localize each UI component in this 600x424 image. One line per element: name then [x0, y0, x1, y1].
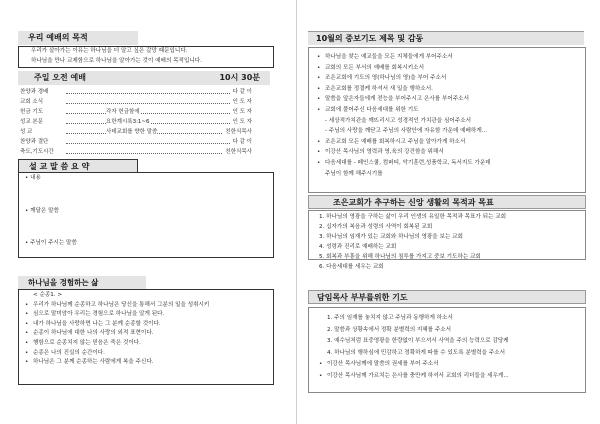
worship-row: [20, 107, 272, 117]
list-item: • 다음세대를 - 페인스쿨, 컴퍼티, 악기훈련,성품학교, 독서지도 가운데: [317, 158, 585, 169]
list-item: • 교회의 모든 부서의 예배를 회복시키소서: [317, 63, 585, 74]
worship-row: [20, 87, 272, 97]
list-item: • 교회에 풀어주신 다음세대를 위한 기도: [317, 105, 585, 116]
list-item: • 순종은 나의 진실의 순간이다.: [25, 349, 273, 359]
worship-row: [20, 97, 272, 107]
experience-sub: < 순종1. >: [33, 292, 63, 298]
prayer-box: [308, 47, 586, 193]
list-item: • 순종이 하나님에 대한 나의 사랑의 외적 표현이다.: [25, 329, 273, 339]
worship-title: 주일 오전 예배: [34, 73, 86, 82]
worship-item-detail: 각자 헌금함에: [106, 109, 140, 115]
list-item: • 조은교회 모든 예배를 회복하시고 주님을 알아가게 하소서: [317, 137, 585, 148]
worship-item-label: 축도,기도시간: [20, 149, 54, 155]
experience-box: [18, 289, 274, 385]
worship-item-label: 찬양과 결단: [20, 139, 49, 145]
list-item: - 주님의 사랑을 깨닫고 주님의 사람안에 자유함 가운데 예배하게...: [325, 128, 488, 135]
worship-item-detail: 사데교회를 향한 말씀: [106, 129, 158, 135]
column-divider: [296, 0, 297, 424]
pastor-box: [308, 307, 586, 393]
leader-dots: [66, 87, 246, 94]
list-item: • 이강산 목사님의 영력과 영,육의 강건함을 위해서: [317, 147, 585, 158]
leader-dots: [66, 147, 246, 154]
list-item: 3. 예수님처럼 표중영광을 한량없이 부으셔서 사역을 주의 능력으로 감당케: [327, 338, 509, 345]
list-item: 1. 하나님의 영광을 구하는 삶이 우리 인생의 유일한 목적과 목표가 되는 교회: [319, 214, 507, 220]
purpose-title: 우리 예배의 목적: [18, 31, 138, 45]
prayer-list: [317, 52, 585, 179]
experience-list: [25, 301, 273, 368]
worship-item-label: 헌금 기도: [20, 109, 44, 115]
pastor-title: 담임목사 부부를위한 기도: [308, 290, 586, 304]
list-item: • 심으로 말미암아 우리는 경험으로 하나님을 알게 된다.: [25, 310, 273, 320]
list-item: • 하나님은 그 분께 순종하는 사람에게 복을 주신다.: [25, 358, 273, 368]
goals-list: [319, 213, 585, 272]
sermon-box: [18, 172, 274, 258]
list-item: 3. 하나님의 임재가 있는 교회와 하나님의 영광을 보는 교회: [319, 233, 463, 240]
worship-item-leader: 친한식목사: [225, 149, 252, 155]
prayer-title: 10월의 중보기도 제목 및 감동: [308, 31, 584, 45]
purpose-box: [18, 46, 274, 68]
goals-title: 조은교회가 추구하는 신앙 생활의 목적과 목표: [308, 195, 586, 209]
list-item: 5. 회복과 부흥을 위해 하나님의 침투를 가지고 중보 기도하는 교회: [319, 253, 481, 260]
worship-item-label: 성 교: [20, 129, 33, 135]
pastor-list: [319, 313, 585, 383]
list-item: • 조은교회에 기도의 영(하나님의 영)을 부어 주소서: [317, 73, 585, 84]
leader-dots: [66, 107, 246, 114]
worship-item-leader: 인 도 자: [232, 109, 252, 115]
worship-item-detail: 요한계시록3:1~6: [106, 119, 150, 125]
list-item: • 말씀을 앞은자들에게 전능을 부어주시고 은사를 부어주소서: [317, 94, 585, 105]
list-item: • 이강산 목사님께 가르치는 은사를 충만케 하셔서 교회의 리더들을 세우게...: [319, 371, 585, 383]
list-item: 4. 성령과 진리로 예배하는 교회: [319, 243, 397, 250]
sermon-item: • 내용: [25, 175, 41, 181]
worship-header: [18, 71, 270, 85]
list-item: 2. 십자가의 복음과 성령의 사역이 회복된 교회: [319, 223, 433, 230]
worship-item-leader: 다 같 이: [232, 89, 252, 95]
worship-item-leader: 인 도 자: [232, 119, 252, 125]
list-item: 1. 주의 임재를 놓치지 않고 주님과 동행하게 하소서: [327, 315, 453, 321]
worship-item-label: 성교 본문: [20, 119, 44, 125]
sermon-item: • 주님이 주시는 말씀: [25, 240, 77, 246]
list-item: • 행함으로 순종치지 않는 믿음은 죽은 것이다.: [25, 339, 273, 349]
list-item: • 하나님을 찾는 예교들을 모든 지체들에게 부어주소서: [317, 52, 585, 63]
goals-box: [308, 210, 586, 270]
worship-item-leader: 다 같 이: [232, 139, 252, 145]
purpose-line: 우리가 살아가는 이유는 하나님을 더 알고 싶은 갈망 때문입니다.: [31, 48, 188, 54]
leader-dots: [66, 97, 246, 104]
list-item: 주님이 함께 해주시기를: [325, 170, 383, 177]
list-item: • 내가 하나님을 사랑하면 나는 그 분께 순종할 것이다.: [25, 320, 273, 330]
leader-dots: [66, 137, 246, 144]
worship-item-leader: 인 도 자: [232, 99, 252, 105]
list-item: • 이강산 목사님께에 말씀의 권세를 부어 주소서: [319, 359, 585, 371]
list-item: 4. 하나님의 행하심에 민감하고 정확하게 따를 수 있도록 분별력을 주소서: [327, 349, 506, 356]
leader-dots: [66, 117, 246, 124]
list-item: • 우리가 하나님께 순종하고 하나님은 당신을 통해서 그분의 일을 성취시키: [25, 301, 273, 311]
purpose-line: 하나님을 만나 교제함으로 하나님을 알아가는 것이 예배의 목적입니다.: [31, 57, 202, 64]
list-item: 2. 말씀과 상황속에서 정확 분별력의 지혜를 주소서: [327, 326, 452, 333]
list-item: 6. 다음세대를 세우는 교회: [319, 263, 384, 270]
sermon-item: • 깨달은 말씀: [25, 208, 59, 214]
sermon-title: 설 교 말 씀 요 약: [18, 159, 138, 173]
worship-item-leader: 친한식목사: [225, 129, 252, 135]
worship-row: [20, 127, 272, 137]
worship-row: [20, 137, 272, 147]
worship-item-label: 찬양과 경배: [20, 89, 49, 95]
experience-title: 하나님을 경험하는 삶: [18, 276, 146, 290]
worship-row: [20, 117, 272, 127]
worship-item-label: 교회 소식: [20, 99, 44, 105]
worship-row: [20, 147, 272, 157]
worship-time: 10시 30분: [219, 73, 260, 82]
list-item: - 세상적가치관을 깨뜨리시고 성경적인 가치관을 심어주소서: [325, 117, 471, 124]
list-item: • 조은교회를 정결케 하셔서 새 일을 행하소서.: [317, 84, 585, 95]
